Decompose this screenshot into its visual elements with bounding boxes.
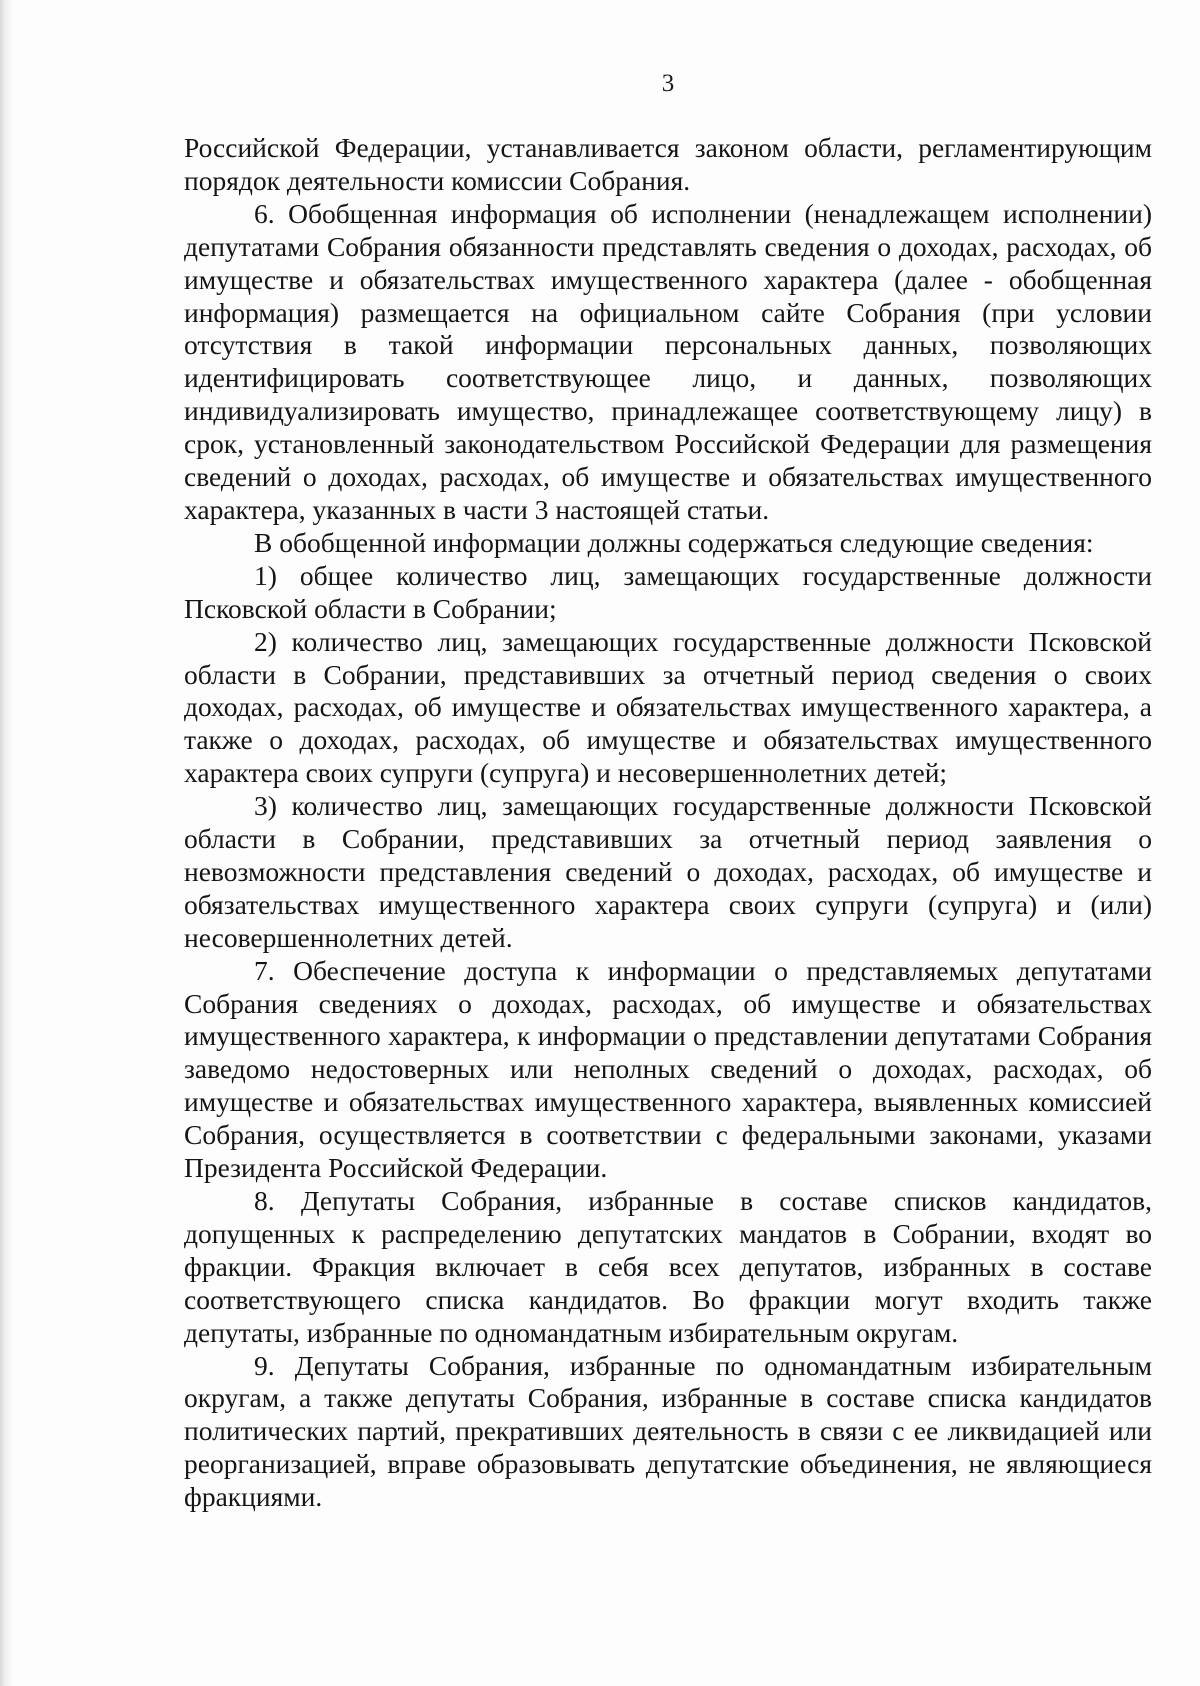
paragraph-subitem-2: 2) количество лиц, замещающих государственные должности Псковской области в Собрании, представивших за отчетный период сведения о своих доходах, расходах, об имуществе и обязательствах имущественного характера, а также о доходах, расходах, об имуществе и обязательствах имущественного характера своих супруги (супруга) и несовершеннолетних детей; xyxy=(184,625,1152,789)
paragraph-continuation: Российской Федерации, устанавливается законом области, регламентирующим порядок деятельности комиссии Собрания. xyxy=(184,132,1152,196)
paragraph-summary-contents: В обобщенной информации должны содержаться следующие сведения: xyxy=(254,526,1094,558)
paragraph-item-7: 7. Обеспечение доступа к информации о представляемых депутатами Собрания сведениях о доходах, расходах, об имуществе и обязательствах имущественного характера, к информации о представлении депутатами Собрания заведомо недостоверных или неполных сведений о доходах, расходах, об имуществе и обязательствах имущественного характера, выявленных комиссией Собрания, осуществляется в соответствии с федеральными законами, указами Президента Российской Федерации. xyxy=(184,954,1152,1184)
paragraph-item-8: 8. Депутаты Собрания, избранные в составе списков кандидатов, допущенных к распределению депутатских мандатов в Собрании, входят во фракции. Фракция включает в себя всех депутатов, избранных в составе соответствующего списка кандидатов. Во фракции могут входить также депутаты, избранные по одномандатным избирательным округам. xyxy=(184,1185,1152,1348)
paragraph-subitem-3: 3) количество лиц, замещающих государственные должности Псковской области в Собрании, представивших за отчетный период заявления о невозможности представления сведений о доходах, расходах, об имуществе и обязательствах имущественного характера своих супруги (супруга) и (или) несовершеннолетних детей. xyxy=(184,790,1152,953)
paragraph-item-9: 9. Депутаты Собрания, избранные по одномандатным избирательным округам, а также депутаты Собрания, избранные в составе списка кандидатов политических партий, прекративших деятельность в связи с ее ликвидацией или реорганизацией, вправе образовывать депутатские объединения, не являющиеся фракциями. xyxy=(184,1349,1152,1513)
paragraph-subitem-1: 1) общее количество лиц, замещающих государственные должности Псковской области в Собрании; xyxy=(184,559,1152,624)
scan-edge xyxy=(0,0,14,1686)
page-number: 3 xyxy=(661,70,675,97)
document-body xyxy=(184,132,1152,1514)
paragraph-item-6: 6. Обобщенная информация об исполнении (ненадлежащем исполнении) депутатами Собрания обязанности представлять сведения о доходах, расходах, об имуществе и обязательствах имущественного характера (далее - обобщенная информация) размещается на официальном сайте Собрания (при условии отсутствия в такой информации персональных данных, позволяющих идентифицировать соответствующее лицо, и данных, позволяющих индивидуализировать имущество, принадлежащее соответствующему лицу) в срок, установленный законодательством Российской Федерации для размещения сведений о доходах, расходах, об имуществе и обязательствах имущественного характера, указанных в части 3 настоящей статьи. xyxy=(184,197,1152,525)
